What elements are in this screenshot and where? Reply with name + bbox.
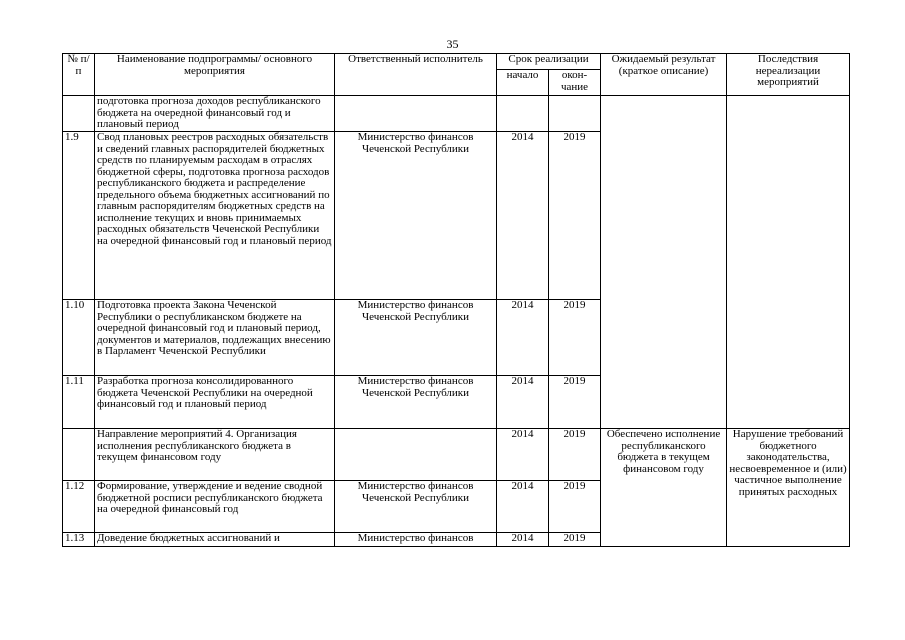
row-num (63, 96, 95, 132)
row-name: Формирование, утверждение и ведение сводной бюджетной росписи республиканского бюджета на очередной финансовый год (95, 481, 335, 533)
row-name: Доведение бюджетных ассигнований и (95, 533, 335, 547)
row-num: 1.12 (63, 481, 95, 533)
row-name: Направление мероприятий 4. Организация исполнения республиканского бюджета в текущем финансовом году (95, 429, 335, 481)
row-name: Разработка прогноза консолидированного бюджета Чеченской Республики на очередной финансовый год и плановый период (95, 376, 335, 429)
row-end: 2019 (549, 533, 601, 547)
row-end (549, 96, 601, 132)
row-end: 2019 (549, 481, 601, 533)
row-end: 2019 (549, 376, 601, 429)
row-start: 2014 (497, 533, 549, 547)
measures-table (62, 53, 850, 547)
row-num (63, 429, 95, 481)
row-num: 1.10 (63, 300, 95, 376)
row-start: 2014 (497, 376, 549, 429)
header-term: Срок реализации (497, 54, 601, 70)
row-name: Свод плановых реестров расходных обязательств и сведений главных распорядителей бюджетных средств по планируемым расходам в отраслях бюджетной сферы, подготовка прогноза расходов республиканского бюджета и распределение предельного объема бюджетных ассигнований по главным распорядителям бюджетных средств на исполнение текущих и вновь принимаемых расходных обязательств Чеченской Республики на очередной финансовый год и плановый период (95, 132, 335, 300)
header-end: окон- чание (549, 70, 601, 96)
page-number: 35 (446, 37, 459, 51)
row-start: 2014 (497, 429, 549, 481)
header-consequences: Последствия нереализации мероприятий (727, 54, 850, 96)
row-num: 1.13 (63, 533, 95, 547)
row-executor (335, 96, 497, 132)
row-executor: Министерство финансов Чеченской Республики (335, 481, 497, 533)
row-end: 2019 (549, 132, 601, 300)
row-start (497, 96, 549, 132)
row-executor: Министерство финансов Чеченской Республики (335, 300, 497, 376)
row-start: 2014 (497, 300, 549, 376)
expected-cell-empty (601, 96, 727, 429)
row-executor: Министерство финансов (335, 533, 497, 547)
row-end: 2019 (549, 300, 601, 376)
table-row (63, 429, 850, 481)
header-num: № п/п (63, 54, 95, 96)
row-num: 1.11 (63, 376, 95, 429)
row-executor: Министерство финансов Чеченской Республики (335, 132, 497, 300)
expected-result-cell: Обеспечено исполнение республиканского бюджета в текущем финансовом году (601, 429, 727, 547)
header-expected: Ожидаемый результат (краткое описание) (601, 54, 727, 96)
header-executor: Ответственный исполнитель (335, 54, 497, 96)
row-start: 2014 (497, 481, 549, 533)
row-executor (335, 429, 497, 481)
row-end: 2019 (549, 429, 601, 481)
row-name: Подготовка проекта Закона Чеченской Республики о республиканском бюджете на очередной финансовый год и плановый период, документов и материалов, подлежащих внесению в Парламент Чеченской Республики (95, 300, 335, 376)
table-row (63, 96, 850, 132)
header-start: начало (497, 70, 549, 96)
header-name: Наименование подпрограммы/ основного мероприятия (95, 54, 335, 96)
row-num: 1.9 (63, 132, 95, 300)
row-name: подготовка прогноза доходов республиканского бюджета на очередной финансовый год и плановый период (95, 96, 335, 132)
row-start: 2014 (497, 132, 549, 300)
consequences-cell-empty (727, 96, 850, 429)
consequences-cell: Нарушение требований бюджетного законодательства, несвоевременное и (или) частичное выполнение принятых расходных (727, 429, 850, 547)
row-executor: Министерство финансов Чеченской Республики (335, 376, 497, 429)
